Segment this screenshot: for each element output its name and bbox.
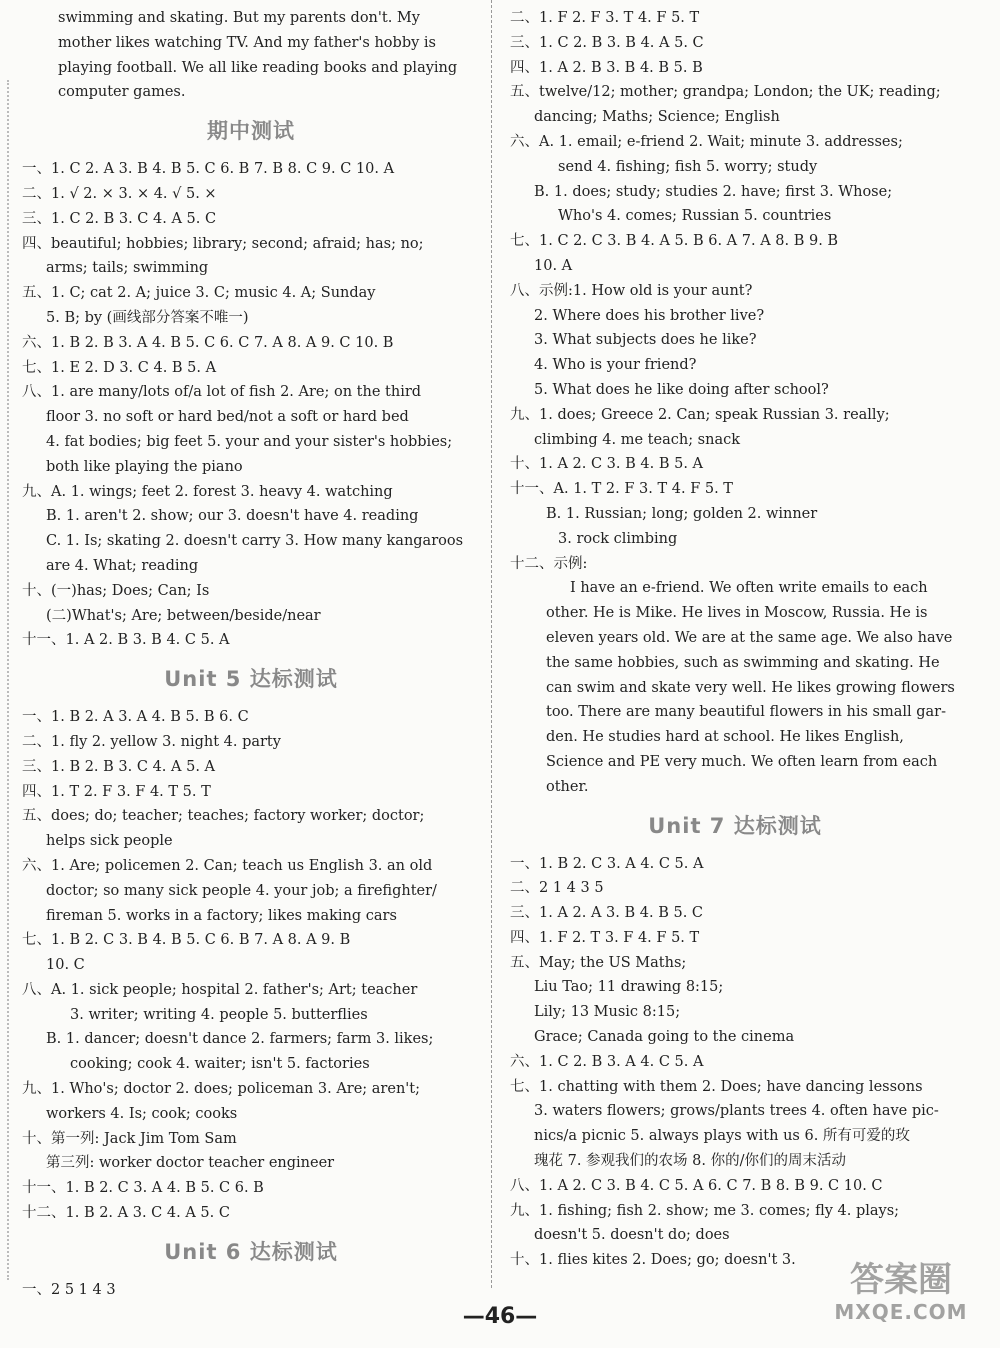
answer-line: 七、1. B 2. C 3. B 4. B 5. C 6. B 7. A 8. A 9. B: [22, 932, 351, 949]
answer-line: doctor; so many sick people 4. your job; a firefighter/: [46, 882, 437, 899]
answer-line: 八、示例:1. How old is your aunt?: [510, 282, 753, 299]
site-watermark: [816, 1260, 986, 1330]
answer-line: 八、1. are many/lots of/a lot of fish 2. Are; on the third: [22, 384, 422, 401]
answer-line: 三、1. C 2. B 3. C 4. A 5. C: [22, 210, 217, 227]
answer-line: 10. C: [46, 957, 85, 974]
answer-line: nics/a picnic 5. always plays with us 6. 所有可爱的玫: [534, 1128, 910, 1145]
answer-line: 瑰花 7. 参观我们的农场 8. 你的/你们的周末活动: [534, 1153, 846, 1170]
answer-line: 一、2 5 1 4 3: [22, 1281, 116, 1298]
answer-line: 六、1. B 2. B 3. A 4. B 5. C 6. C 7. A 8. A 9. C 10. B: [22, 334, 394, 351]
answer-line: 十、(一)has; Does; Can; Is: [22, 582, 210, 599]
answer-line: send 4. fishing; fish 5. worry; study: [558, 158, 818, 175]
answer-line: 四、1. T 2. F 3. F 4. T 5. T: [22, 783, 211, 800]
answer-line: I have an e-friend. We often write emails to each: [570, 580, 928, 597]
answer-line: Who's 4. comes; Russian 5. countries: [558, 208, 832, 225]
answer-line: 十一、1. B 2. C 3. A 4. B 5. C 6. B: [22, 1180, 264, 1197]
answer-line: 七、1. chatting with them 2. Does; have dancing lessons: [510, 1078, 923, 1095]
answer-line: 十、1. flies kites 2. Does; go; doesn't 3.: [510, 1252, 796, 1269]
answer-line: (二)What's; Are; between/beside/near: [46, 607, 321, 624]
answer-line: 十一、1. A 2. B 3. B 4. C 5. A: [22, 632, 230, 649]
answer-line: 十一、A. 1. T 2. F 3. T 4. F 5. T: [510, 481, 733, 498]
right-column: [510, 6, 960, 1273]
answer-line: 一、1. B 2. A 3. A 4. B 5. B 6. C: [22, 709, 249, 726]
answer-line: can swim and skate very well. He likes growing flowers: [546, 679, 955, 696]
answer-line: playing football. We all like reading books and playing: [58, 59, 458, 76]
answer-line: cooking; cook 4. waiter; isn't 5. factories: [70, 1056, 370, 1073]
answer-line: C. 1. Is; skating 2. doesn't carry 3. How many kangaroos: [46, 533, 464, 550]
answer-line: 三、1. B 2. B 3. C 4. A 5. A: [22, 758, 216, 775]
answer-line: 二、2 1 4 3 5: [510, 880, 604, 897]
answer-line: floor 3. no soft or hard bed/not a soft or hard bed: [46, 409, 409, 426]
answer-line: 十、1. A 2. C 3. B 4. B 5. A: [510, 456, 704, 473]
answer-line: 七、1. C 2. C 3. B 4. A 5. B 6. A 7. A 8. B 9. B: [510, 233, 839, 250]
answer-line: 10. A: [534, 257, 573, 274]
answer-line: 3. waters flowers; grows/plants trees 4. often have pic-: [534, 1103, 939, 1120]
answer-line: 五、1. C; cat 2. A; juice 3. C; music 4. A; Sunday: [22, 285, 376, 302]
answer-line: 第三列: worker doctor teacher engineer: [46, 1155, 335, 1172]
answer-line: too. There are many beautiful flowers in his small gar-: [546, 704, 946, 721]
left-column: [22, 6, 480, 1303]
answer-line: den. He studies hard at school. He likes English,: [546, 729, 904, 746]
answer-line: 二、1. F 2. F 3. T 4. F 5. T: [510, 10, 700, 26]
answer-line: B. 1. does; study; studies 2. have; first 3. Whose;: [534, 183, 893, 200]
answer-line: B. 1. dancer; doesn't dance 2. farmers; farm 3. likes;: [46, 1031, 434, 1048]
answer-line: B. 1. Russian; long; golden 2. winner: [546, 505, 818, 522]
answer-line: 二、1. √ 2. × 3. × 4. √ 5. ×: [22, 185, 217, 202]
answer-line: 3. rock climbing: [558, 530, 678, 547]
answer-line: 3. What subjects does he like?: [534, 332, 757, 349]
answer-line: 九、1. does; Greece 2. Can; speak Russian 3. really;: [510, 406, 890, 423]
answer-line: Lily; 13 Music 8:15;: [534, 1004, 681, 1021]
answer-line: both like playing the piano: [46, 458, 243, 475]
answer-line: 五、does; do; teacher; teaches; factory worker; doctor;: [22, 808, 425, 825]
answer-line: 二、1. fly 2. yellow 3. night 4. party: [22, 733, 281, 750]
answer-line: 四、1. F 2. T 3. F 4. F 5. T: [510, 929, 700, 946]
answer-line: 四、1. A 2. B 3. B 4. B 5. B: [510, 59, 703, 76]
answer-line: 5. What does he like doing after school?: [534, 381, 829, 398]
section-heading: 期中测试: [207, 119, 295, 144]
answer-line: computer games.: [58, 84, 186, 101]
answer-line: arms; tails; swimming: [46, 260, 209, 277]
answer-line: dancing; Maths; Science; English: [534, 109, 780, 126]
answer-line: 九、1. fishing; fish 2. show; me 3. comes; fly 4. plays;: [510, 1202, 900, 1219]
section-heading: Unit 5 达标测试: [164, 667, 338, 692]
answer-line: 八、A. 1. sick people; hospital 2. father's; Art; teacher: [22, 981, 418, 998]
answer-line: swimming and skating. But my parents don't. My: [58, 10, 420, 26]
answer-line: 六、1. C 2. B 3. A 4. C 5. A: [510, 1053, 704, 1070]
answer-line: 五、twelve/12; mother; grandpa; London; the UK; reading;: [510, 84, 941, 101]
answer-line: other. He is Mike. He lives in Moscow, Russia. He is: [546, 605, 928, 622]
answer-line: doesn't 5. doesn't do; does: [534, 1227, 730, 1244]
answer-line: are 4. What; reading: [46, 557, 199, 574]
answer-line: eleven years old. We are at the same age. We also have: [546, 629, 953, 646]
answer-line: fireman 5. works in a factory; likes making cars: [46, 907, 397, 924]
answer-line: 3. writer; writing 4. people 5. butterflies: [70, 1006, 368, 1023]
answer-line: the same hobbies, such as swimming and skating. He: [546, 654, 940, 671]
answer-line: B. 1. aren't 2. show; our 3. doesn't have 4. reading: [46, 508, 419, 525]
answer-line: 九、A. 1. wings; feet 2. forest 3. heavy 4. watching: [22, 483, 393, 500]
page-number: —46—: [462, 1304, 538, 1329]
binding-margin-dots: [7, 80, 9, 1280]
answer-line: Grace; Canada going to the cinema: [534, 1029, 795, 1046]
answer-line: 七、1. E 2. D 3. C 4. B 5. A: [22, 359, 217, 376]
column-divider: [491, 0, 492, 1288]
section-heading: Unit 7 达标测试: [648, 813, 822, 838]
answer-line: 2. Where does his brother live?: [534, 307, 765, 324]
section-heading: Unit 6 达标测试: [164, 1239, 338, 1264]
answer-line: 三、1. A 2. A 3. B 4. B 5. C: [510, 905, 704, 922]
answer-line: workers 4. Is; cook; cooks: [46, 1105, 238, 1122]
answer-line: 十、第一列: Jack Jim Tom Sam: [22, 1130, 237, 1147]
answer-line: 十二、1. B 2. A 3. C 4. A 5. C: [22, 1205, 230, 1222]
answer-line: 十二、示例:: [510, 555, 588, 572]
answer-line: 4. fat bodies; big feet 5. your and your sister's hobbies;: [46, 433, 453, 450]
answer-line: Liu Tao; 11 drawing 8:15;: [534, 979, 724, 996]
answer-line: 5. B; by (画线部分答案不唯一): [46, 309, 249, 326]
watermark-logo-text: 答案圈: [850, 1260, 952, 1300]
answer-line: 一、1. C 2. A 3. B 4. B 5. C 6. B 7. B 8. C 9. C 10. A: [22, 161, 395, 178]
watermark-domain: MXQE.COM: [834, 1300, 968, 1324]
answer-line: 九、1. Who's; doctor 2. does; policeman 3. Are; aren't;: [22, 1081, 420, 1098]
answer-line: 六、1. Are; policemen 2. Can; teach us English 3. an old: [22, 857, 433, 874]
answer-line: mother likes watching TV. And my father's hobby is: [58, 34, 436, 51]
answer-line: 三、1. C 2. B 3. B 4. A 5. C: [510, 34, 704, 51]
answer-line: other.: [546, 778, 589, 795]
answer-line: 八、1. A 2. C 3. B 4. C 5. A 6. C 7. B 8. B 9. C 10. C: [510, 1177, 883, 1194]
answer-line: helps sick people: [46, 833, 173, 850]
answer-line: 一、1. B 2. C 3. A 4. C 5. A: [510, 855, 704, 872]
answer-line: 五、May; the US Maths;: [510, 954, 687, 971]
answer-line: 四、beautiful; hobbies; library; second; afraid; has; no;: [22, 235, 424, 252]
answer-line: 六、A. 1. email; e-friend 2. Wait; minute 3. addresses;: [510, 133, 903, 150]
answer-line: 4. Who is your friend?: [534, 357, 697, 374]
answer-line: Science and PE very much. We often learn from each: [546, 753, 938, 770]
answer-line: climbing 4. me teach; snack: [534, 431, 741, 448]
